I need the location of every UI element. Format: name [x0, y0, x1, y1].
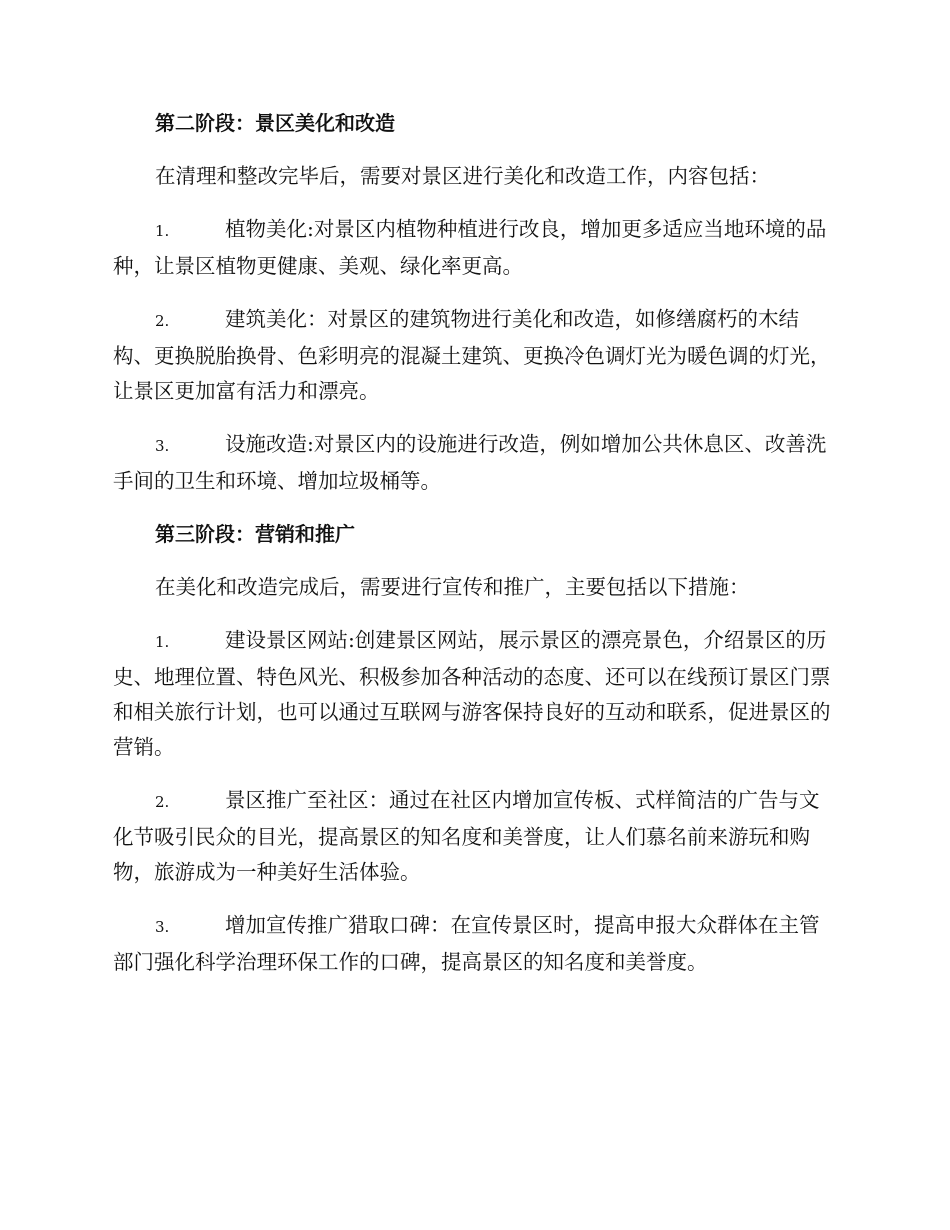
document-body	[113, 106, 833, 998]
section-intro: 在美化和改造完成后，需要进行宣传和推广，主要包括以下措施：	[155, 575, 750, 599]
list-item-title: 植物美化:	[225, 217, 314, 241]
section-intro: 在清理和整改完毕后，需要对景区进行美化和改造工作，内容包括：	[155, 164, 770, 188]
list-item-title: 建筑美化：	[225, 307, 328, 331]
list-item	[113, 212, 833, 284]
list-item-text: 在宣传景区时，提高申报大众群体在主管部门强化科学治理环保工作的口碑，提高景区的知名度和美誉度。	[113, 913, 820, 974]
list-item-text: 对景区的建筑物进行美化和改造，如修缮腐朽的木结构、更换脱胎换骨、色彩明亮的混凝土建筑、更换冷色调灯光为暖色调的灯光，让景区更加富有活力和漂亮。	[113, 307, 831, 403]
section-heading: 第二阶段：景区美化和改造	[155, 111, 395, 135]
list-number: 1.	[155, 222, 170, 240]
list-item-text: 通过在社区内增加宣传板、式样简洁的广告与文化节吸引民众的目光，提高景区的知名度和美誉度，让人们慕名前来游玩和购物，旅游成为一种美好生活体验。	[113, 788, 820, 884]
list-item-text: 创建景区网站，展示景区的漂亮景色，介绍景区的历史、地理位置、特色风光、积极参加各种活动的态度、还可以在线预订景区门票和相关旅行计划，也可以通过互联网与游客保持良好的互动和联系，促进景区的营销。	[113, 628, 831, 759]
list-item-title: 景区推广至社区：	[225, 788, 389, 812]
list-number: 2.	[155, 312, 170, 330]
list-item-title: 增加宣传推广猎取口碑：	[225, 913, 451, 937]
list-item	[113, 623, 833, 765]
list-item-text: 对景区内的设施进行改造，例如增加公共休息区、改善洗手间的卫生和环境、增加垃圾桶等。	[113, 432, 827, 493]
list-number: 2.	[155, 793, 170, 811]
list-number: 3.	[155, 918, 170, 936]
list-item-text: 对景区内植物种植进行改良，增加更多适应当地环境的品种，让景区植物更健康、美观、绿化率更高。	[113, 217, 827, 278]
list-item	[113, 783, 833, 890]
list-item-title: 设施改造:	[225, 432, 314, 456]
list-item	[113, 302, 833, 409]
list-number: 3.	[155, 437, 170, 455]
list-number: 1.	[155, 633, 170, 651]
list-item-title: 建设景区网站:	[225, 628, 355, 652]
list-item	[113, 908, 833, 980]
section-heading: 第三阶段：营销和推广	[155, 522, 355, 546]
list-item	[113, 427, 833, 499]
